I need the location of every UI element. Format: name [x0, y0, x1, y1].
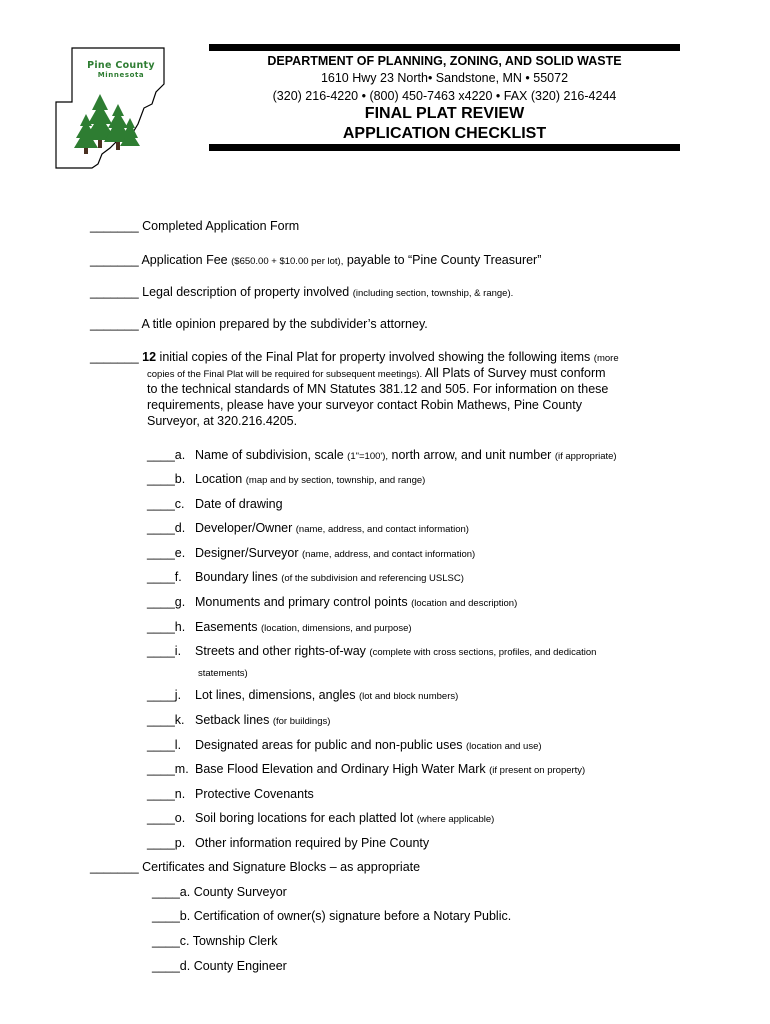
- item-text: All Plats of Survey must conform: [424, 366, 606, 380]
- item-text: A title opinion prepared by the subdivider’s attorney.: [141, 317, 428, 331]
- sub-item-text: Easements: [195, 620, 258, 634]
- sub-item-text: Soil boring locations for each platted lot: [195, 811, 414, 825]
- check-blank[interactable]: _______: [90, 860, 139, 874]
- page-title: FINAL PLAT REVIEW: [364, 105, 525, 122]
- sub-check-blank[interactable]: ____m.: [147, 762, 189, 776]
- check-blank[interactable]: _______: [90, 285, 139, 299]
- sub-item-note: (of the subdivision and referencing USLSC): [281, 573, 464, 584]
- sub-item-text: Developer/Owner: [195, 521, 293, 535]
- department-name: DEPARTMENT OF PLANNING, ZONING, AND SOLID WASTE: [267, 54, 622, 68]
- letterhead: [209, 44, 680, 152]
- copies-count: 12: [142, 350, 157, 364]
- sub-item-e: [147, 545, 475, 563]
- cert-item-township-clerk[interactable]: ____c. Township Clerk: [152, 934, 278, 948]
- checklist-item-application-fee: [90, 252, 541, 270]
- sub-item-p: [147, 835, 429, 851]
- checklist-item-application-form: [90, 218, 299, 234]
- cert-item-county-surveyor[interactable]: ____a. County Surveyor: [152, 885, 287, 899]
- sub-check-blank[interactable]: ____o.: [147, 811, 186, 825]
- department-address: 1610 Hwy 23 North• Sandstone, MN • 55072: [320, 71, 569, 85]
- logo-subtitle: Minnesota: [97, 71, 145, 79]
- sub-check-blank[interactable]: ____n.: [147, 787, 186, 801]
- sub-item-text: Designer/Surveyor: [195, 546, 299, 560]
- item-text: Completed Application Form: [142, 219, 300, 233]
- sub-check-blank[interactable]: ____d.: [147, 521, 186, 535]
- item-text: initial copies of the Final Plat for property involved showing the following items: [156, 350, 591, 364]
- sub-item-text: Designated areas for public and non-public uses: [195, 738, 463, 752]
- checklist-item-certificates: [90, 859, 420, 875]
- sub-item-note: (location and description): [411, 598, 518, 609]
- sub-check-blank[interactable]: ____e.: [147, 546, 186, 560]
- sub-item-note: (location and use): [466, 741, 542, 752]
- sub-item-note-2: (if appropriate): [554, 451, 617, 462]
- sub-item-text: Base Flood Elevation and Ordinary High Water Mark: [195, 762, 486, 776]
- sub-item-text: Streets and other rights-of-way: [195, 644, 366, 658]
- logo-title: Pine County: [87, 60, 155, 71]
- sub-item-k: [147, 712, 330, 730]
- sub-check-blank[interactable]: ____c.: [147, 497, 185, 511]
- sub-item-text: Monuments and primary control points: [195, 595, 408, 609]
- cert-item-notary[interactable]: ____b. Certification of owner(s) signature before a Notary Public.: [152, 909, 512, 923]
- sub-item-f: [147, 569, 464, 587]
- page-subtitle: APPLICATION CHECKLIST: [342, 125, 547, 142]
- check-blank[interactable]: _______: [90, 350, 139, 364]
- sub-item-g: [147, 594, 517, 612]
- sub-check-blank[interactable]: ____f.: [147, 570, 182, 584]
- sub-check-blank[interactable]: ____l.: [147, 738, 182, 752]
- sub-item-l: [147, 737, 542, 755]
- sub-check-blank[interactable]: ____p.: [147, 836, 186, 850]
- sub-item-c: [147, 496, 283, 512]
- sub-item-text: Date of drawing: [195, 497, 283, 511]
- sub-item-n: [147, 786, 314, 802]
- plat-copies-line-3: to the technical standards of MN Statutes 381.12 and 505. For information on these: [147, 382, 609, 396]
- plat-copies-line-5: Surveyor, at 320.216.4205.: [147, 414, 298, 428]
- sub-item-i-note-cont: statements): [198, 668, 248, 679]
- sub-item-i: [147, 643, 596, 661]
- sub-check-blank[interactable]: ____g.: [147, 595, 186, 609]
- item-note: ($650.00 + $10.00 per lot),: [231, 256, 344, 267]
- checklist-item-title-opinion: [90, 316, 428, 332]
- sub-check-blank[interactable]: ____a.: [147, 448, 186, 462]
- sub-item-note: (complete with cross sections, profiles, and dedication: [369, 647, 597, 658]
- sub-item-text: Boundary lines: [195, 570, 278, 584]
- sub-check-blank[interactable]: ____h.: [147, 620, 186, 634]
- sub-item-text: Name of subdivision, scale: [195, 448, 344, 462]
- sub-item-text: Location: [195, 472, 243, 486]
- checklist-item-legal-description: [90, 284, 513, 302]
- sub-item-note: (where applicable): [416, 814, 495, 825]
- sub-item-b: [147, 471, 425, 489]
- header-rule-bottom: [209, 144, 680, 151]
- sub-item-note: (if present on property): [489, 765, 586, 776]
- sub-item-note: (lot and block numbers): [359, 691, 459, 702]
- sub-item-note: (name, address, and contact information): [302, 549, 476, 560]
- sub-item-text: Lot lines, dimensions, angles: [195, 688, 356, 702]
- sub-item-note: (1"=100'),: [347, 451, 389, 462]
- sub-item-note: (name, address, and contact information): [295, 524, 469, 535]
- sub-check-blank[interactable]: ____k.: [147, 713, 185, 727]
- sub-item-text: Setback lines: [195, 713, 270, 727]
- header-rule-top: [209, 44, 680, 51]
- sub-item-d: [147, 520, 469, 538]
- item-note: (more: [593, 353, 619, 364]
- sub-item-text: Protective Covenants: [195, 787, 314, 801]
- item-text: Certificates and Signature Blocks – as appropriate: [142, 860, 421, 874]
- sub-item-j: [147, 687, 458, 705]
- department-phone: (320) 216-4220 • (800) 450-7463 x4220 • FAX (320) 216-4244: [272, 89, 617, 103]
- sub-item-o: [147, 810, 494, 828]
- sub-item-a: [147, 447, 617, 465]
- item-note: (including section, township, & range).: [352, 288, 514, 299]
- sub-item-m: [147, 761, 585, 779]
- item-text: Application Fee: [141, 253, 228, 267]
- sub-item-note: (map and by section, township, and range): [245, 475, 426, 486]
- check-blank[interactable]: _______: [90, 317, 139, 331]
- sub-check-blank[interactable]: ____j.: [147, 688, 182, 702]
- plat-copies-line-4: requirements, please have your surveyor contact Robin Mathews, Pine County: [147, 398, 582, 412]
- item-text: Legal description of property involved: [142, 285, 350, 299]
- sub-item-h: [147, 619, 412, 637]
- item-tail: payable to “Pine County Treasurer”: [346, 253, 542, 267]
- sub-item-note: (location, dimensions, and purpose): [261, 623, 412, 634]
- sub-check-blank[interactable]: ____i.: [147, 644, 182, 658]
- sub-item-note: (for buildings): [272, 716, 331, 727]
- check-blank[interactable]: _______: [90, 253, 139, 267]
- item-note: copies of the Final Plat will be required for subsequent meetings).: [147, 369, 423, 380]
- sub-check-blank[interactable]: ____b.: [147, 472, 186, 486]
- sub-item-mid: north arrow, and unit number: [391, 448, 552, 462]
- pine-county-logo: [52, 44, 170, 172]
- check-blank[interactable]: _______: [90, 219, 139, 233]
- cert-item-county-engineer[interactable]: ____d. County Engineer: [152, 959, 287, 973]
- sub-item-text: Other information required by Pine County: [195, 836, 430, 850]
